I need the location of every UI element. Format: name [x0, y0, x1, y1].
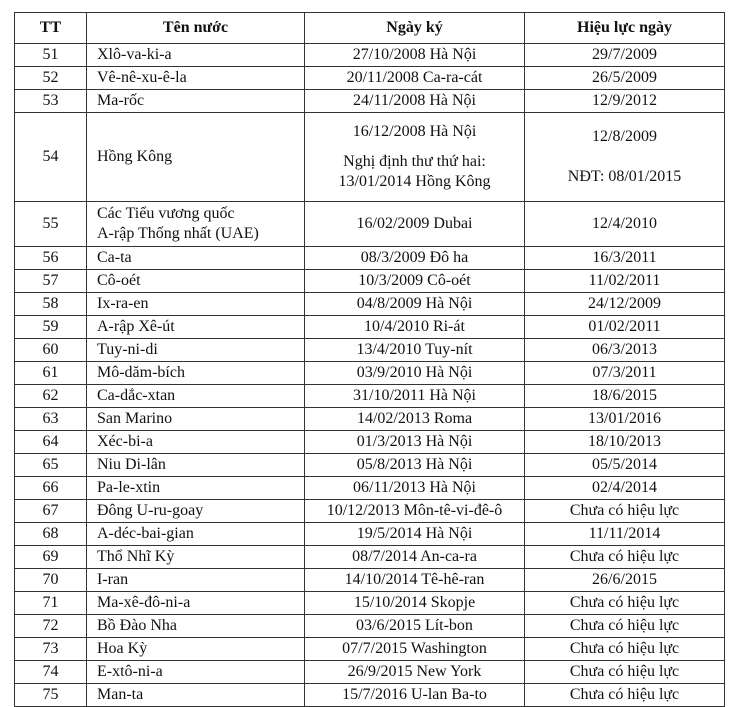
cell-effective: 18/6/2015 — [525, 385, 725, 408]
table-row — [15, 615, 725, 638]
cell-effective: 07/3/2011 — [525, 362, 725, 385]
cell-tt: 60 — [15, 339, 87, 362]
cell-country: Cô-oét — [87, 270, 305, 293]
cell-effective: 16/3/2011 — [525, 247, 725, 270]
cell-effective: Chưa có hiệu lực — [525, 500, 725, 523]
cell-country: Bồ Đào Nha — [87, 615, 305, 638]
cell-tt: 62 — [15, 385, 87, 408]
table-row — [15, 523, 725, 546]
cell-country: E-xtô-ni-a — [87, 661, 305, 684]
cell-country: Man-ta — [87, 684, 305, 707]
cell-signed: 01/3/2013 Hà Nội — [305, 431, 525, 454]
cell-effective: 26/6/2015 — [525, 569, 725, 592]
cell-signed: 08/3/2009 Đô ha — [305, 247, 525, 270]
cell-tt: 56 — [15, 247, 87, 270]
cell-effective: 13/01/2016 — [525, 408, 725, 431]
cell-tt: 69 — [15, 546, 87, 569]
cell-effective: 18/10/2013 — [525, 431, 725, 454]
cell-signed: 24/11/2008 Hà Nội — [305, 90, 525, 113]
country-line-1: Các Tiểu vương quốc — [97, 205, 235, 222]
cell-country: Xéc-bi-a — [87, 431, 305, 454]
cell-effective: 26/5/2009 — [525, 67, 725, 90]
signed-line-2: Nghị định thư thứ hai: — [343, 153, 486, 170]
table-row — [15, 385, 725, 408]
cell-country: Ma-xê-đô-ni-a — [87, 592, 305, 615]
header-signed: Ngày ký — [305, 13, 525, 44]
cell-tt: 53 — [15, 90, 87, 113]
cell-effective: 12/9/2012 — [525, 90, 725, 113]
cell-signed: 15/10/2014 Skopje — [305, 592, 525, 615]
table-row — [15, 684, 725, 707]
cell-tt: 74 — [15, 661, 87, 684]
cell-country: Vê-nê-xu-ê-la — [87, 67, 305, 90]
cell-tt: 57 — [15, 270, 87, 293]
cell-signed: 10/12/2013 Môn-tê-vi-đê-ô — [305, 500, 525, 523]
table-row — [15, 316, 725, 339]
table-row — [15, 500, 725, 523]
cell-signed: 16/02/2009 Dubai — [305, 202, 525, 247]
cell-tt: 61 — [15, 362, 87, 385]
cell-tt: 70 — [15, 569, 87, 592]
country-line-2: A-rập Thống nhất (UAE) — [97, 225, 259, 242]
cell-signed: 15/7/2016 U-lan Ba-to — [305, 684, 525, 707]
cell-country: Hồng Kông — [87, 113, 305, 202]
table-row — [15, 661, 725, 684]
cell-signed: 26/9/2015 New York — [305, 661, 525, 684]
cell-tt: 52 — [15, 67, 87, 90]
treaty-table — [14, 12, 725, 707]
cell-signed — [305, 113, 525, 202]
cell-country: A-rập Xê-út — [87, 316, 305, 339]
cell-country: Xlô-va-ki-a — [87, 44, 305, 67]
cell-tt: 72 — [15, 615, 87, 638]
header-country: Tên nước — [87, 13, 305, 44]
cell-country: Niu Di-lân — [87, 454, 305, 477]
cell-effective: 12/4/2010 — [525, 202, 725, 247]
table-row — [15, 569, 725, 592]
cell-tt: 55 — [15, 202, 87, 247]
cell-country: Ma-rốc — [87, 90, 305, 113]
cell-tt: 59 — [15, 316, 87, 339]
cell-signed: 19/5/2014 Hà Nội — [305, 523, 525, 546]
cell-signed: 04/8/2009 Hà Nội — [305, 293, 525, 316]
cell-tt: 71 — [15, 592, 87, 615]
cell-signed: 20/11/2008 Ca-ra-cát — [305, 67, 525, 90]
cell-effective: Chưa có hiệu lực — [525, 615, 725, 638]
signed-line-3: 13/01/2014 Hồng Kông — [338, 173, 491, 190]
table-row — [15, 546, 725, 569]
cell-effective: 24/12/2009 — [525, 293, 725, 316]
table-row — [15, 67, 725, 90]
cell-signed: 31/10/2011 Hà Nội — [305, 385, 525, 408]
cell-signed: 27/10/2008 Hà Nội — [305, 44, 525, 67]
treaty-table-container — [14, 12, 725, 707]
cell-effective: Chưa có hiệu lực — [525, 592, 725, 615]
cell-country: I-ran — [87, 569, 305, 592]
cell-tt: 58 — [15, 293, 87, 316]
table-row — [15, 202, 725, 247]
table-row — [15, 477, 725, 500]
cell-tt: 51 — [15, 44, 87, 67]
cell-country: Đông U-ru-goay — [87, 500, 305, 523]
table-row — [15, 113, 725, 202]
table-row — [15, 293, 725, 316]
table-row — [15, 270, 725, 293]
cell-country: Ca-dắc-xtan — [87, 385, 305, 408]
cell-effective: 11/02/2011 — [525, 270, 725, 293]
cell-signed: 07/7/2015 Washington — [305, 638, 525, 661]
cell-effective: Chưa có hiệu lực — [525, 638, 725, 661]
table-row — [15, 454, 725, 477]
cell-country: Ix-ra-en — [87, 293, 305, 316]
cell-effective: 11/11/2014 — [525, 523, 725, 546]
cell-country: Mô-dăm-bích — [87, 362, 305, 385]
table-row — [15, 339, 725, 362]
cell-country: Thổ Nhĩ Kỳ — [87, 546, 305, 569]
cell-country: A-déc-bai-gian — [87, 523, 305, 546]
cell-signed: 03/9/2010 Hà Nội — [305, 362, 525, 385]
cell-tt: 66 — [15, 477, 87, 500]
cell-effective — [525, 113, 725, 202]
cell-signed: 08/7/2014 An-ca-ra — [305, 546, 525, 569]
table-row — [15, 44, 725, 67]
table-row — [15, 592, 725, 615]
cell-tt: 65 — [15, 454, 87, 477]
cell-signed: 06/11/2013 Hà Nội — [305, 477, 525, 500]
cell-tt: 63 — [15, 408, 87, 431]
effective-line-1: 12/8/2009 — [592, 128, 657, 145]
cell-signed: 13/4/2010 Tuy-nít — [305, 339, 525, 362]
cell-country: Tuy-ni-di — [87, 339, 305, 362]
cell-signed: 03/6/2015 Lít-bon — [305, 615, 525, 638]
cell-effective: Chưa có hiệu lực — [525, 661, 725, 684]
cell-tt: 75 — [15, 684, 87, 707]
cell-country: Hoa Kỳ — [87, 638, 305, 661]
cell-signed: 05/8/2013 Hà Nội — [305, 454, 525, 477]
cell-signed: 10/3/2009 Cô-oét — [305, 270, 525, 293]
cell-effective: 29/7/2009 — [525, 44, 725, 67]
cell-country: Pa-le-xtin — [87, 477, 305, 500]
cell-effective: 05/5/2014 — [525, 454, 725, 477]
cell-signed: 14/10/2014 Tê-hê-ran — [305, 569, 525, 592]
cell-tt: 64 — [15, 431, 87, 454]
table-row — [15, 247, 725, 270]
header-row — [15, 13, 725, 44]
cell-effective: 02/4/2014 — [525, 477, 725, 500]
header-effective: Hiệu lực ngày — [525, 13, 725, 44]
table-row — [15, 638, 725, 661]
cell-tt: 73 — [15, 638, 87, 661]
table-row — [15, 431, 725, 454]
cell-tt: 67 — [15, 500, 87, 523]
table-row — [15, 362, 725, 385]
cell-effective: 01/02/2011 — [525, 316, 725, 339]
cell-signed: 10/4/2010 Ri-át — [305, 316, 525, 339]
cell-signed: 14/02/2013 Roma — [305, 408, 525, 431]
cell-tt: 54 — [15, 113, 87, 202]
cell-effective: 06/3/2013 — [525, 339, 725, 362]
cell-effective: Chưa có hiệu lực — [525, 546, 725, 569]
signed-line-1: 16/12/2008 Hà Nội — [352, 123, 477, 140]
table-row — [15, 408, 725, 431]
cell-country — [87, 202, 305, 247]
effective-line-2: NĐT: 08/01/2015 — [567, 168, 682, 185]
table-row — [15, 90, 725, 113]
cell-country: Ca-ta — [87, 247, 305, 270]
cell-tt: 68 — [15, 523, 87, 546]
cell-effective: Chưa có hiệu lực — [525, 684, 725, 707]
header-tt: TT — [15, 13, 87, 44]
cell-country: San Marino — [87, 408, 305, 431]
